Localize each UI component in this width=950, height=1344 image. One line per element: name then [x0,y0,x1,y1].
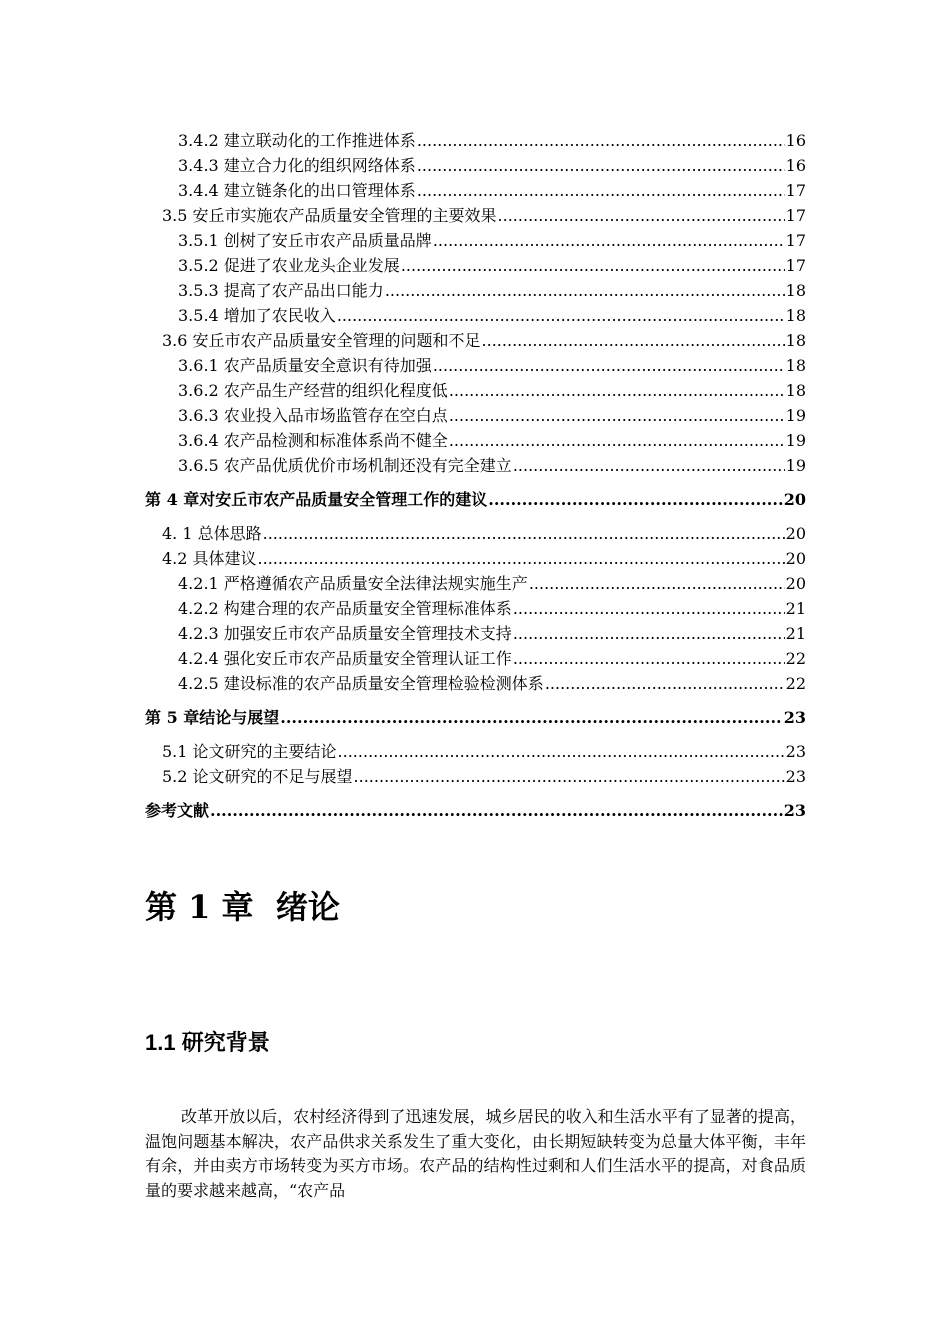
toc-entry[interactable] [145,226,806,251]
toc-leader-dots [354,767,785,787]
toc-entry-title: 3.6.2 农产品生产经营的组织化程度低 [178,381,448,400]
toc-leader-dots [401,256,785,276]
toc-leader-dots [513,649,785,669]
toc-leader-dots [449,406,785,426]
toc-entry[interactable] [145,426,806,451]
toc-entry-title: 参考文献 [145,801,210,820]
toc-entry[interactable] [145,519,806,544]
toc-leader-dots [417,131,785,151]
toc-entry-title: 5.1 论文研究的主要结论 [162,742,337,761]
toc-entry-page: 18 [785,306,806,325]
toc-entry-title: 3.6.3 农业投入品市场监管存在空白点 [178,406,448,425]
toc-entry-title: 3.4.4 建立链条化的出口管理体系 [178,181,416,200]
toc-entry[interactable] [145,301,806,326]
toc-leader-dots [385,281,785,301]
toc-entry-title: 3.6.1 农产品质量安全意识有待加强 [178,356,432,375]
toc-entry[interactable] [145,401,806,426]
toc-entry-page: 22 [785,649,806,668]
toc-leader-dots [498,206,785,226]
toc-entry[interactable] [145,276,806,301]
toc-entry-page: 23 [783,708,806,727]
toc-entry-title: 3.5.1 创树了安丘市农产品质量品牌 [178,231,432,250]
toc-entry-page: 19 [785,456,806,475]
toc-entry-title: 3.5.3 提高了农产品出口能力 [178,281,384,300]
toc-entry[interactable] [145,376,806,401]
toc-entry-title: 3.5.2 促进了农业龙头企业发展 [178,256,400,275]
toc-entry[interactable] [145,251,806,276]
toc-entry[interactable] [145,201,806,226]
toc-entry-page: 20 [785,574,806,593]
toc-leader-dots [513,456,785,476]
toc-entry[interactable] [145,703,806,728]
toc-entry[interactable] [145,451,806,476]
toc-entry-page: 23 [785,767,806,786]
toc-entry-title: 3.6 安丘市农产品质量安全管理的问题和不足 [162,331,481,350]
toc-entry-page: 19 [785,431,806,450]
toc-entry-title: 3.5.4 增加了农民收入 [178,306,336,325]
toc-entry-page: 23 [783,801,806,820]
toc-leader-dots [258,549,785,569]
chapter-title: 第 1 章 绪论 [145,888,340,926]
toc-entry[interactable] [145,644,806,669]
toc-entry[interactable] [145,594,806,619]
toc-entry-page: 20 [785,524,806,543]
toc-entry-page: 18 [785,281,806,300]
toc-entry-page: 17 [785,206,806,225]
toc-leader-dots [433,356,785,376]
toc-entry-title: 4.2 具体建议 [162,549,257,568]
toc-entry[interactable] [145,485,806,510]
toc-entry[interactable] [145,669,806,694]
paragraph-text: 改革开放以后，农村经济得到了迅速发展，城乡居民的收入和生活水平有了显著的提高，温饱问题基本解决，农产品供求关系发生了重大变化，由长期短缺转变为总量大体平衡，丰年有余，并由卖方市场转变为买方市场。农产品的结构性过剩和人们生活水平的提高，对食品质量的要求越来越高，“农产品 [145,1107,806,1200]
toc-leader-dots [210,801,783,821]
toc-leader-dots [482,331,785,351]
toc-entry-title: 3.6.4 农产品检测和标准体系尚不健全 [178,431,448,450]
toc-entry-title: 4.2.3 加强安丘市农产品质量安全管理技术支持 [178,624,512,643]
toc-leader-dots [488,490,782,510]
toc-entry-title: 3.4.3 建立合力化的组织网络体系 [178,156,416,175]
toc-entry-page: 19 [785,406,806,425]
toc-entry-page: 16 [785,156,806,175]
toc-entry-page: 17 [785,231,806,250]
toc-entry[interactable] [145,796,806,821]
toc-entry-page: 18 [785,356,806,375]
toc-leader-dots [280,708,782,728]
toc-leader-dots [338,742,785,762]
toc-leader-dots [337,306,785,326]
toc-entry-title: 3.5 安丘市实施农产品质量安全管理的主要效果 [162,206,497,225]
toc-entry-page: 20 [783,490,806,509]
toc-entry-title: 4.2.1 严格遵循农产品质量安全法律法规实施生产 [178,574,528,593]
toc-entry-title: 3.4.2 建立联动化的工作推进体系 [178,131,416,150]
toc-entry-title: 第 4 章对安丘市农产品质量安全管理工作的建议 [145,490,488,509]
toc-leader-dots [513,599,785,619]
toc-leader-dots [449,381,785,401]
toc-entry[interactable] [145,126,806,151]
toc-entry[interactable] [145,619,806,644]
toc-entry-page: 21 [785,624,806,643]
body-paragraph [145,1105,806,1203]
toc-entry[interactable] [145,762,806,787]
toc-entry[interactable] [145,176,806,201]
toc-entry-page: 17 [785,181,806,200]
toc-entry-title: 4.2.2 构建合理的农产品质量安全管理标准体系 [178,599,512,618]
table-of-contents [145,126,806,821]
toc-entry-title: 第 5 章结论与展望 [145,708,280,727]
toc-entry-title: 5.2 论文研究的不足与展望 [162,767,353,786]
toc-leader-dots [449,431,785,451]
toc-entry-title: 4. 1 总体思路 [162,524,262,543]
section-title: 1.1 研究背景 [145,1030,270,1055]
toc-entry-title: 4.2.5 建设标准的农产品质量安全管理检验检测体系 [178,674,544,693]
toc-leader-dots [433,231,785,251]
toc-entry-page: 22 [785,674,806,693]
toc-leader-dots [417,181,785,201]
toc-entry-page: 18 [785,331,806,350]
toc-entry-page: 16 [785,131,806,150]
toc-entry[interactable] [145,544,806,569]
toc-entry[interactable] [145,351,806,376]
toc-entry[interactable] [145,151,806,176]
toc-leader-dots [417,156,785,176]
toc-leader-dots [513,624,785,644]
toc-entry-page: 17 [785,256,806,275]
toc-entry-page: 21 [785,599,806,618]
toc-entry[interactable] [145,326,806,351]
toc-leader-dots [529,574,785,594]
toc-entry[interactable] [145,737,806,762]
toc-entry-page: 23 [785,742,806,761]
toc-entry-page: 18 [785,381,806,400]
toc-entry-title: 4.2.4 强化安丘市农产品质量安全管理认证工作 [178,649,512,668]
toc-entry[interactable] [145,569,806,594]
toc-leader-dots [545,674,785,694]
toc-leader-dots [263,524,785,544]
toc-entry-page: 20 [785,549,806,568]
toc-entry-title: 3.6.5 农产品优质优价市场机制还没有完全建立 [178,456,512,475]
